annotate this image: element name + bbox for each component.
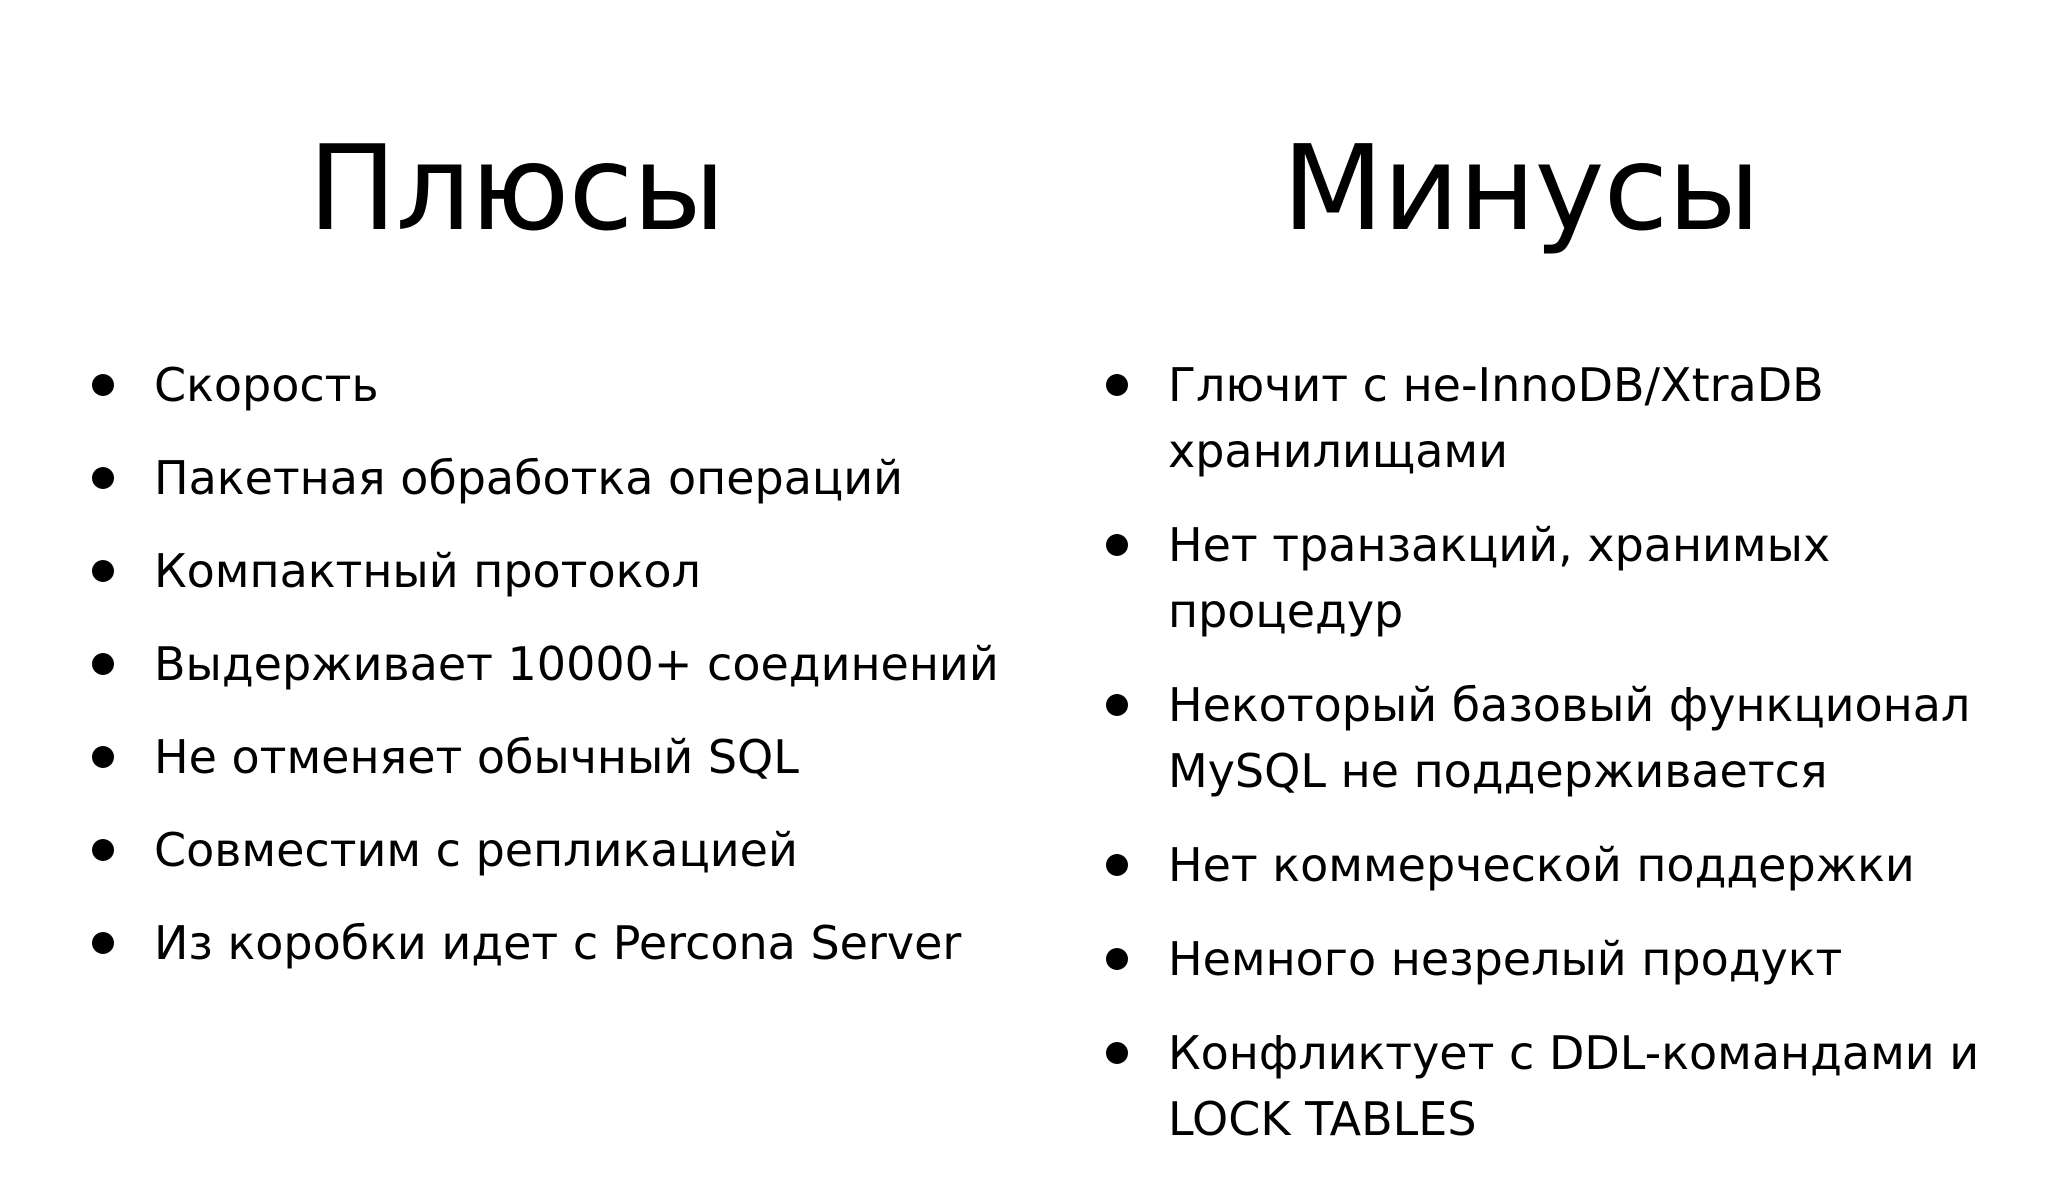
cons-item-text: Нет транзакций, хранимых процедур (1168, 518, 1831, 638)
pros-item (92, 724, 1002, 790)
cons-item (1106, 926, 2036, 992)
bullet-icon (92, 932, 114, 954)
pros-item-text: Выдерживает 10000+ соединений (154, 637, 999, 691)
pros-item (92, 817, 1002, 883)
pros-item-text: Из коробки идет с Percona Server (154, 916, 962, 970)
pros-item-text: Пакетная обработка операций (154, 451, 904, 505)
pros-item-text: Не отменяет обычный SQL (154, 730, 799, 784)
pros-item-text: Совместим с репликацией (154, 823, 798, 877)
pros-heading: Плюсы (308, 119, 725, 257)
pros-item (92, 631, 1002, 697)
bullet-icon (1106, 1042, 1128, 1064)
bullet-icon (1106, 694, 1128, 716)
bullet-icon (92, 839, 114, 861)
cons-item-text: Глючит с не-InnoDB/XtraDB хранилищами (1168, 358, 1824, 478)
pros-item (92, 910, 1002, 976)
cons-item-text: Конфликтует с DDL-командами и LOCK TABLES (1168, 1026, 1980, 1146)
bullet-icon (92, 746, 114, 768)
bullet-icon (1106, 854, 1128, 876)
cons-item-text: Немного незрелый продукт (1168, 932, 1843, 986)
cons-list (1106, 352, 2036, 1180)
cons-item (1106, 1020, 2036, 1152)
pros-item (92, 445, 1002, 511)
cons-heading: Минусы (1282, 119, 1760, 257)
pros-item (92, 538, 1002, 604)
cons-item-text: Нет коммерческой поддержки (1168, 838, 1915, 892)
cons-item-text: Некоторый базовый функционал MySQL не поддерживается (1168, 678, 1971, 798)
pros-item-text: Компактный протокол (154, 544, 701, 598)
pros-item (92, 352, 1002, 418)
pros-list (92, 352, 1002, 1003)
bullet-icon (92, 374, 114, 396)
bullet-icon (1106, 374, 1128, 396)
pros-item-text: Скорость (154, 358, 379, 412)
bullet-icon (1106, 948, 1128, 970)
bullet-icon (1106, 534, 1128, 556)
bullet-icon (92, 560, 114, 582)
cons-item (1106, 832, 2036, 898)
cons-item (1106, 672, 2036, 804)
cons-item (1106, 352, 2036, 484)
cons-item (1106, 512, 2036, 644)
bullet-icon (92, 467, 114, 489)
bullet-icon (92, 653, 114, 675)
